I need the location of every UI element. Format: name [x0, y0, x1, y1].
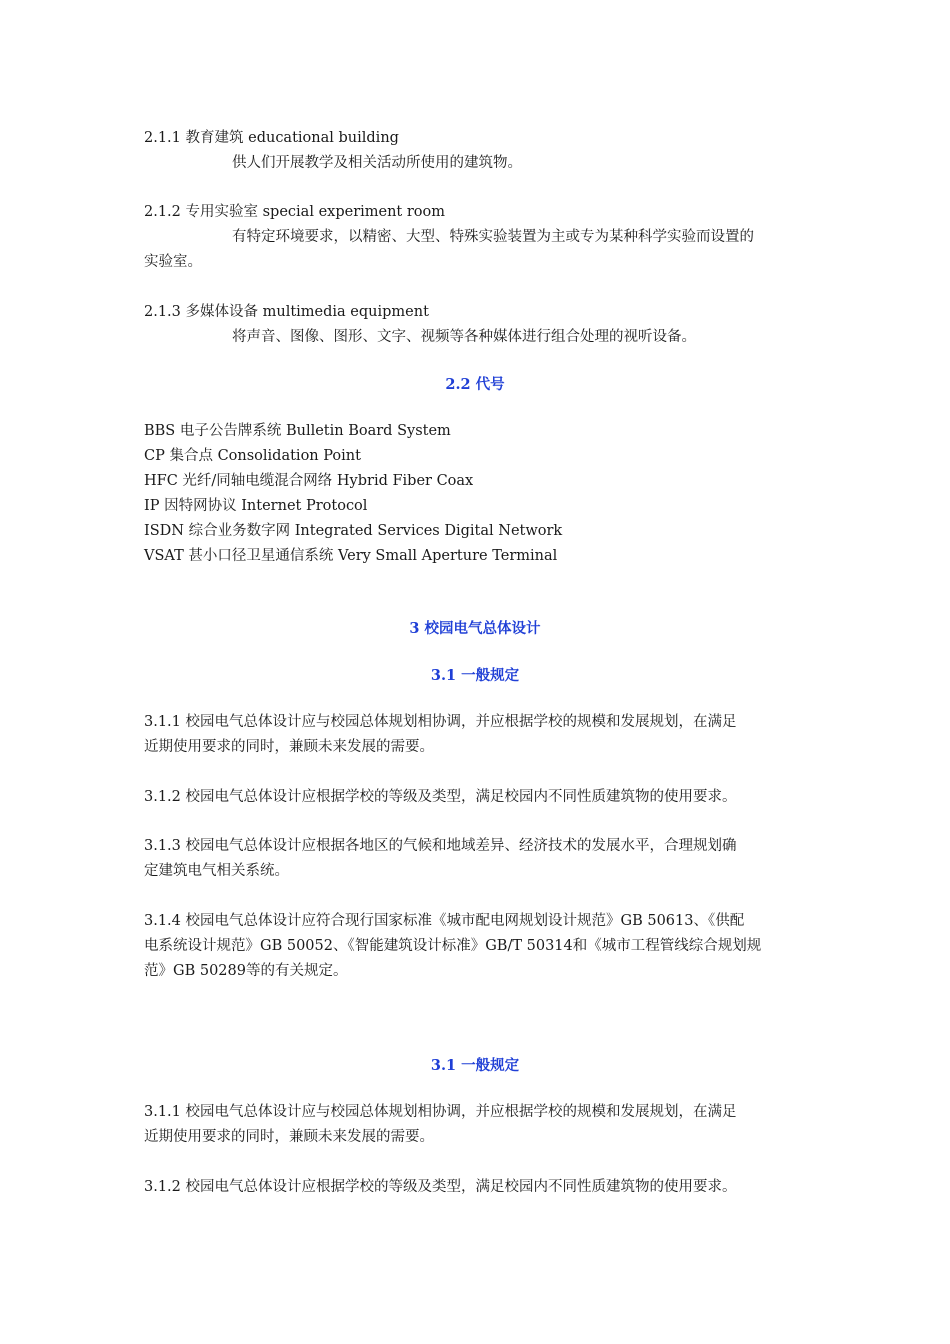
- clause-text: 近期使用要求的同时，兼顾未来发展的需要。: [144, 1129, 434, 1145]
- chapter-heading: 3 校园电气总体设计: [409, 620, 541, 637]
- clause-text: 3.1.4 校园电气总体设计应符合现行国家标准《城市配电网规划设计规范》GB 50613、《供配: [144, 913, 745, 929]
- section-heading: 3.1 一般规定: [430, 1057, 520, 1074]
- clause-text: 近期使用要求的同时，兼顾未来发展的需要。: [144, 739, 434, 755]
- section-heading: 2.2 代号: [445, 376, 505, 393]
- code-entry: BBS 电子公告牌系统 Bulletin Board System: [144, 423, 451, 439]
- definition-term: 2.1.1 教育建筑 educational building: [144, 130, 399, 146]
- clause-text: 3.1.2 校园电气总体设计应根据学校的等级及类型，满足校园内不同性质建筑物的使用要求。: [144, 1179, 737, 1195]
- section-heading: 3.1 一般规定: [430, 667, 520, 684]
- definition-text: 实验室。: [144, 254, 202, 270]
- definition-text: 有特定环境要求，以精密、大型、特殊实验装置为主或专为某种科学实验而设置的: [232, 229, 754, 245]
- clause-text: 范》GB 50289等的有关规定。: [144, 963, 348, 979]
- code-entry: HFC 光纤/同轴电缆混合网络 Hybrid Fiber Coax: [144, 473, 474, 489]
- definition-term: 2.1.3 多媒体设备 multimedia equipment: [144, 304, 429, 320]
- code-entry: CP 集合点 Consolidation Point: [144, 448, 361, 464]
- clause-text: 3.1.1 校园电气总体设计应与校园总体规划相协调，并应根据学校的规模和发展规划，在满足: [144, 1104, 737, 1120]
- definition-text: 供人们开展教学及相关活动所使用的建筑物。: [232, 155, 522, 171]
- clause-text: 定建筑电气相关系统。: [144, 863, 289, 879]
- definition-term: 2.1.2 专用实验室 special experiment room: [144, 204, 446, 220]
- code-entry: IP 因特网协议 Internet Protocol: [144, 498, 368, 514]
- clause-text: 3.1.1 校园电气总体设计应与校园总体规划相协调，并应根据学校的规模和发展规划，在满足: [144, 714, 737, 730]
- code-entry: ISDN 综合业务数字网 Integrated Services Digital Network: [144, 523, 563, 539]
- clause-text: 3.1.2 校园电气总体设计应根据学校的等级及类型，满足校园内不同性质建筑物的使用要求。: [144, 789, 737, 805]
- code-entry: VSAT 甚小口径卫星通信系统 Very Small Aperture Terminal: [144, 548, 558, 564]
- clause-text: 3.1.3 校园电气总体设计应根据各地区的气候和地域差异、经济技术的发展水平，合理规划确: [144, 838, 737, 854]
- clause-text: 电系统设计规范》GB 50052、《智能建筑设计标准》GB/T 50314和《城市工程管线综合规划规: [144, 938, 762, 954]
- definition-text: 将声音、图像、图形、文字、视频等各种媒体进行组合处理的视听设备。: [232, 329, 696, 345]
